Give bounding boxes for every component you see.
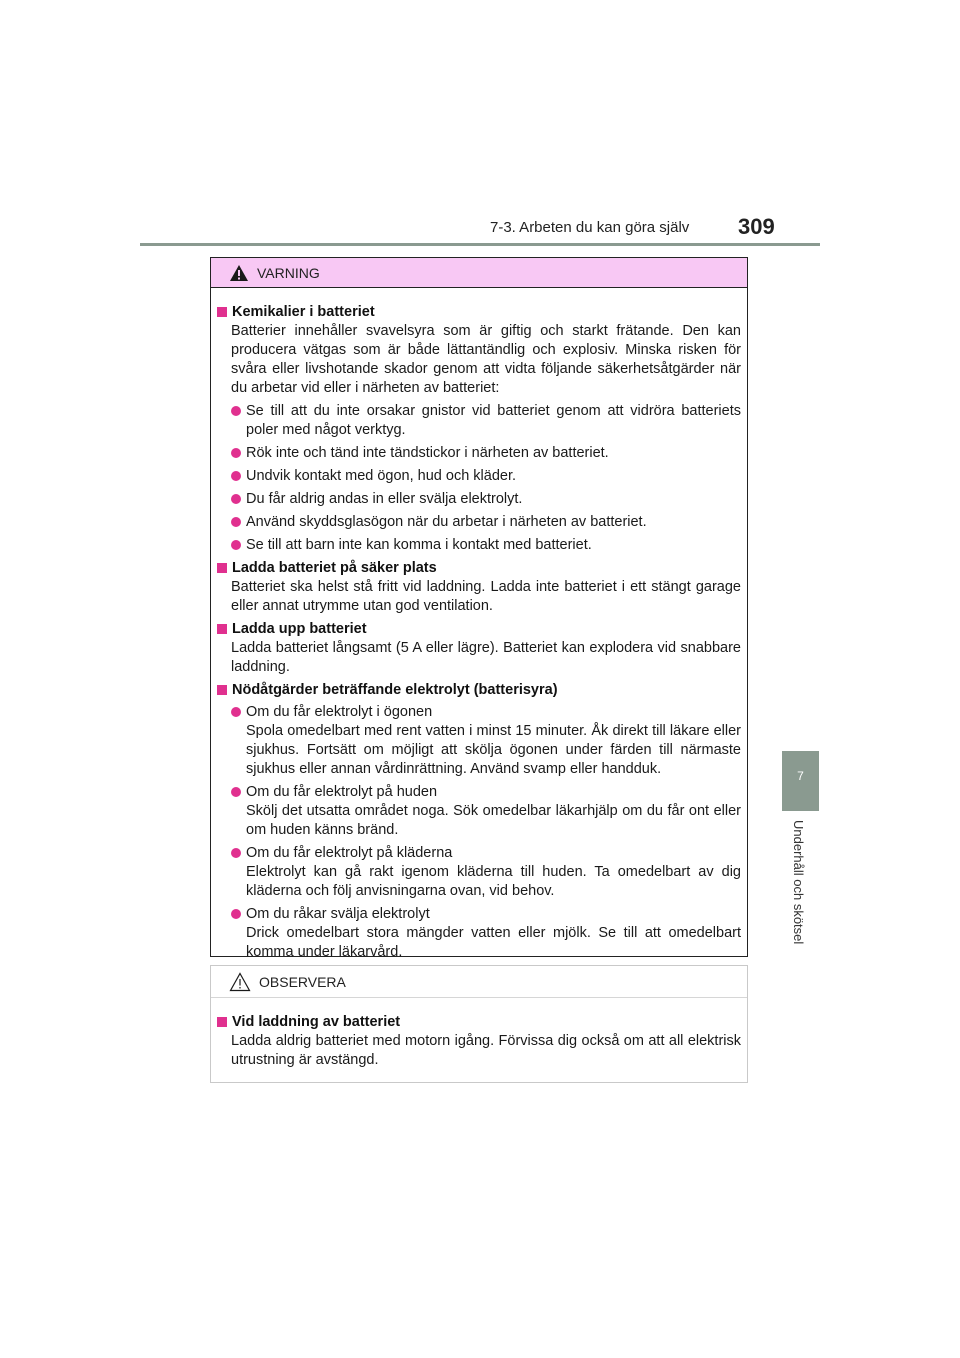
list-item [217,844,741,901]
square-bullet-icon [217,307,227,317]
list-item-content [246,905,741,962]
heading-text: Vid laddning av batteriet [232,1014,401,1030]
list-item-text: Se till att barn inte kan komma i kontakt med batteriet. [246,537,592,553]
list-item-content [246,844,741,901]
page-header [0,0,960,250]
list-item-text: Se till att du inte orsakar gnistor vid batteriet genom att vidröra batteriets poler med något verktyg. [246,403,741,438]
circle-bullet-icon [231,406,241,416]
heading-text: Ladda batteriet på säker plats [232,560,437,576]
list-item-title: Om du får elektrolyt på kläderna [246,845,453,861]
heading-text: Nödåtgärder beträffande elektrolyt (batterisyra) [232,682,558,698]
notice-body [211,998,747,1070]
chapter-label-container [790,820,810,960]
circle-bullet-icon [231,707,241,717]
list-item [217,402,741,440]
section-heading [217,1013,741,1032]
square-bullet-icon [217,563,227,573]
section-title: 7-3. Arbeten du kan göra själv [490,219,690,236]
chapter-tab [782,751,819,811]
list-item [217,703,741,779]
warning-triangle-icon [229,264,249,282]
page-number: 309 [738,214,775,239]
circle-bullet-icon [231,909,241,919]
heading-text: Kemikalier i batteriet [232,304,375,320]
notice-header [211,966,747,998]
square-bullet-icon [217,685,227,695]
list-item [217,905,741,962]
list-item [217,783,741,840]
list-item [217,513,741,532]
list-item-text: Du får aldrig andas in eller svälja elektrolyt. [246,491,523,507]
square-bullet-icon [217,1017,227,1027]
circle-bullet-icon [231,787,241,797]
list-item-text: Elektrolyt kan gå rakt igenom kläderna till huden. Ta omedelbart av dig kläderna och följ anvisningarna ovan, vid behov. [246,864,741,899]
section-heading [217,620,741,639]
warning-title: VARNING [257,264,320,281]
chapter-label: Underhåll och skötsel [791,820,806,945]
circle-bullet-icon [231,540,241,550]
list-item-text: Skölj det utsatta området noga. Sök omedelbar läkarhjälp om du får ont eller om huden känns bränd. [246,803,741,838]
notice-box [210,965,748,1083]
section-text: Ladda aldrig batteriet med motorn igång. Förvissa dig också om att all elektrisk utrustning är avstängd. [231,1033,741,1068]
section-text: Batterier innehåller svavelsyra som är giftig och starkt frätande. Den kan producera vätgas som är både lättantändlig och explosiv. Minska risken för svåra eller livshotande skador genom att vidta följande säkerhetsåtgärder när du arbetar vid eller i närheten av batteriet: [231,323,741,396]
list-item-text: Använd skyddsglasögon när du arbetar i närheten av batteriet. [246,514,647,530]
list-item-title: Om du råkar svälja elektrolyt [246,906,430,922]
list-item-title: Om du får elektrolyt på huden [246,784,438,800]
circle-bullet-icon [231,848,241,858]
list-item [217,444,741,463]
warning-box [210,257,748,960]
section-heading [217,681,741,700]
circle-bullet-icon [231,517,241,527]
warning-header [211,258,747,288]
section-heading [217,303,741,322]
list-item-text: Spola omedelbart med rent vatten i minst 15 minuter. Åk direkt till läkare eller sjukhus. Fortsätt om möjligt att skölja ögonen under färden till närmaste sjukhus eller annan vårdinrättning. Använd svamp eller handduk. [246,723,741,777]
list-item-text: Undvik kontakt med ögon, hud och kläder. [246,468,517,484]
list-item-content [246,783,741,840]
section-text: Ladda batteriet långsamt (5 A eller lägre). Batteriet kan explodera vid snabbare laddning. [231,640,741,675]
list-item-title: Om du får elektrolyt i ögonen [246,704,433,720]
list-item [217,536,741,555]
warning-body [211,288,747,962]
list-item-content [246,703,741,779]
caution-triangle-icon [229,972,251,992]
list-item-text: Drick omedelbart stora mängder vatten eller mjölk. Se till att omedelbart komma under läkarvård. [246,925,741,960]
section-heading [217,559,741,578]
circle-bullet-icon [231,494,241,504]
circle-bullet-icon [231,471,241,481]
list-item [217,490,741,509]
circle-bullet-icon [231,448,241,458]
section-text: Batteriet ska helst stå fritt vid laddning. Ladda inte batteriet i ett stängt garage eller annat utrymme utan god ventilation. [231,579,741,614]
list-item-text: Rök inte och tänd inte tändstickor i närheten av batteriet. [246,445,609,461]
header-rule [140,243,820,246]
chapter-number: 7 [797,769,804,783]
notice-title: OBSERVERA [259,973,346,990]
square-bullet-icon [217,624,227,634]
list-item [217,467,741,486]
heading-text: Ladda upp batteriet [232,621,367,637]
